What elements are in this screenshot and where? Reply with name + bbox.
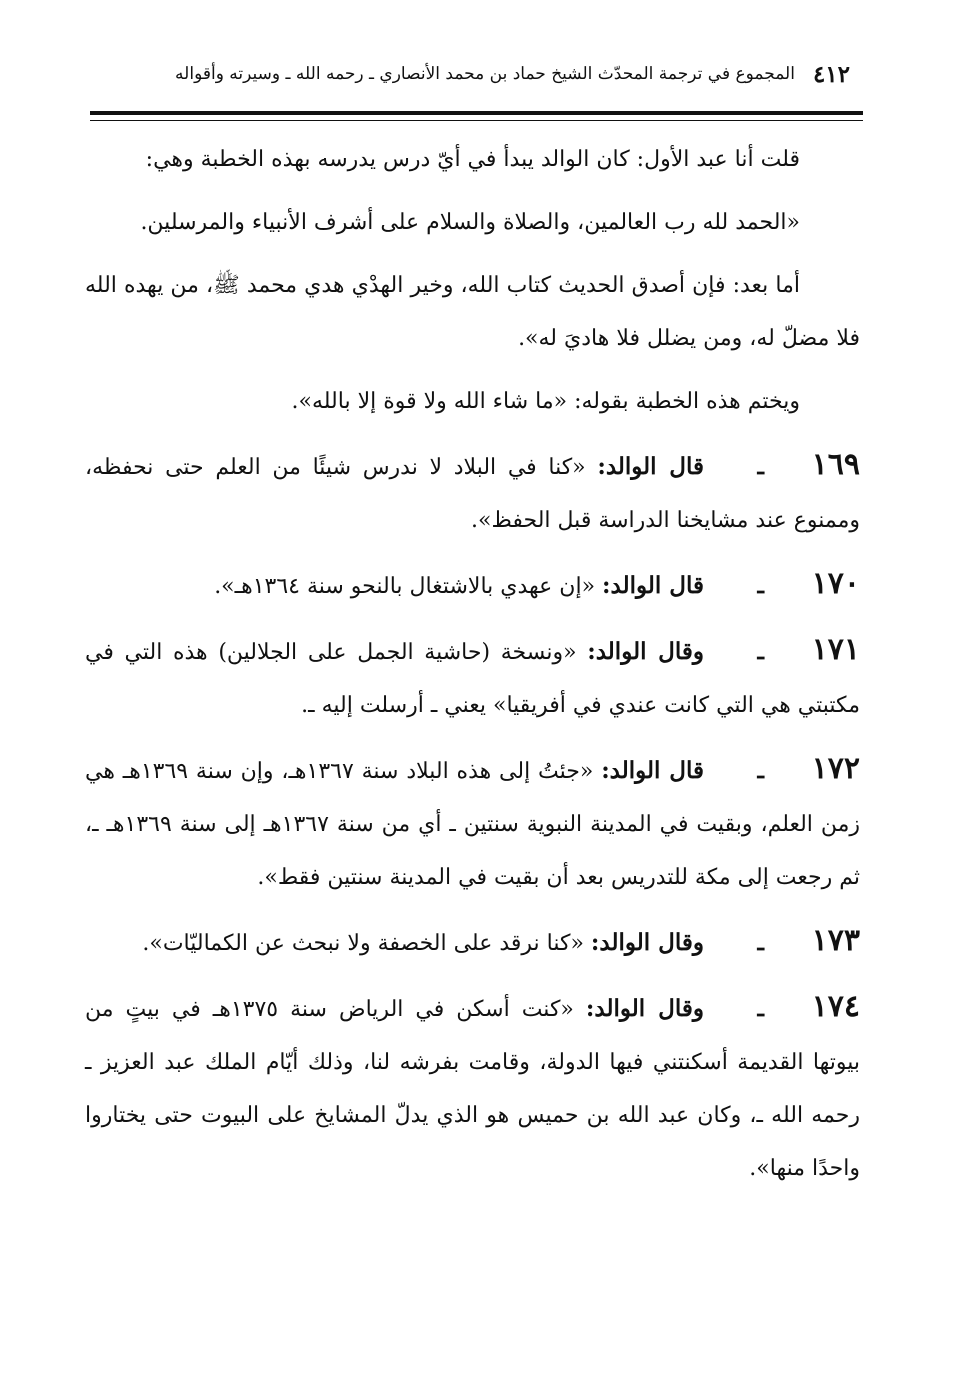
saying-text: «كنت أسكن في الرياض سنة ١٣٧٥هـ في بيتٍ من بيوتها القديمة أسكنتني فيها الدولة، وقامت بفرشه لنا، وذلك أيّام الملك عبد العزيز ـ رحمه الله ـ، وكان عبد الله بن حميس هو الذي يدلّ المشايخ على البيوت حتى يختاروا واحدًا منها». [85, 997, 860, 1181]
saying-number: ١٧٠ [811, 566, 860, 601]
saying-speaker: قال الوالد: [602, 572, 704, 599]
khutba-body: أما بعد: فإن أصدق الحديث كتاب الله، وخير الهدْي هدي محمد ﷺ، من يهده الله فلا مضلّ له، ومن يضلل فلا هاديَ له». [85, 273, 860, 351]
intro-paragraph: قلت أنا عبد الأول: كان الوالد يبدأ في أيّ درس يدرسه بهذه الخطبة وهي: [145, 147, 800, 172]
saying-173 [85, 914, 860, 970]
saying-dash: ـ [757, 639, 764, 665]
page-body [85, 133, 860, 1205]
saying-number: ١٧٢ [811, 751, 860, 786]
header-rule-thin [90, 120, 863, 121]
saying-speaker: وقال الوالد: [585, 995, 704, 1022]
saying-number: ١٧٣ [811, 923, 860, 958]
saying-speaker: قال الوالد: [597, 453, 704, 480]
saying-number: ١٧٤ [811, 989, 860, 1024]
saying-text: «كنا نرقد على الخصفة ولا نبحث عن الكماليّات». [142, 931, 584, 956]
page-number: ٤١٢ [812, 60, 850, 88]
saying-dash: ـ [757, 573, 764, 599]
saying-dash: ـ [757, 996, 764, 1022]
saying-number: ١٧١ [811, 632, 860, 667]
saying-169 [85, 438, 860, 547]
khutba-opening: «الحمد لله رب العالمين، والصلاة والسلام على أشرف الأنبياء والمرسلين. [140, 210, 800, 235]
saying-dash: ـ [757, 454, 764, 480]
header-rule-thick [90, 111, 863, 115]
running-title: المجموع في ترجمة المحدّث الشيخ حماد بن محمد الأنصاري ـ رحمه الله ـ وسيرته وأقواله [175, 64, 795, 84]
saying-speaker: وقال الوالد: [587, 638, 704, 665]
saying-172 [85, 742, 860, 904]
khutba-ending: ويختم هذه الخطبة بقوله: «ما شاء الله ولا قوة إلا بالله». [291, 389, 800, 414]
saying-speaker: وقال الوالد: [590, 929, 704, 956]
saying-text: «جئتُ إلى هذه البلاد سنة ١٣٦٧هـ، وإن سنة ١٣٦٩هـ هي زمن العلم، وبقيت في المدينة النبوية سنتين ـ أي من سنة ١٣٦٧هـ إلى سنة ١٣٦٩هـ ـ، ثم رجعت إلى مكة للتدريس بعد أن بقيت في المدينة سنتين فقط». [85, 759, 861, 890]
saying-171 [85, 623, 860, 732]
saying-text: «إن عهدي بالاشتغال بالنحو سنة ١٣٦٤هـ». [214, 574, 596, 599]
saying-number: ١٦٩ [811, 447, 860, 482]
saying-170 [85, 557, 860, 613]
page-header [160, 58, 850, 90]
saying-speaker: قال الوالد: [601, 757, 704, 784]
saying-text: «ونسخة (حاشية الجمل على الجلالين) هذه التي في مكتبتي هي التي كانت عندي في أفريقيا» يعني ـ أرسلت إليه ـ. [85, 640, 860, 718]
saying-dash: ـ [757, 930, 764, 956]
saying-dash: ـ [757, 758, 764, 784]
saying-text: «كنا في البلاد لا ندرس شيئًا من العلم حتى نحفظه، وممنوع عند مشايخنا الدراسة قبل الحفظ». [85, 455, 860, 533]
saying-174 [85, 980, 860, 1195]
